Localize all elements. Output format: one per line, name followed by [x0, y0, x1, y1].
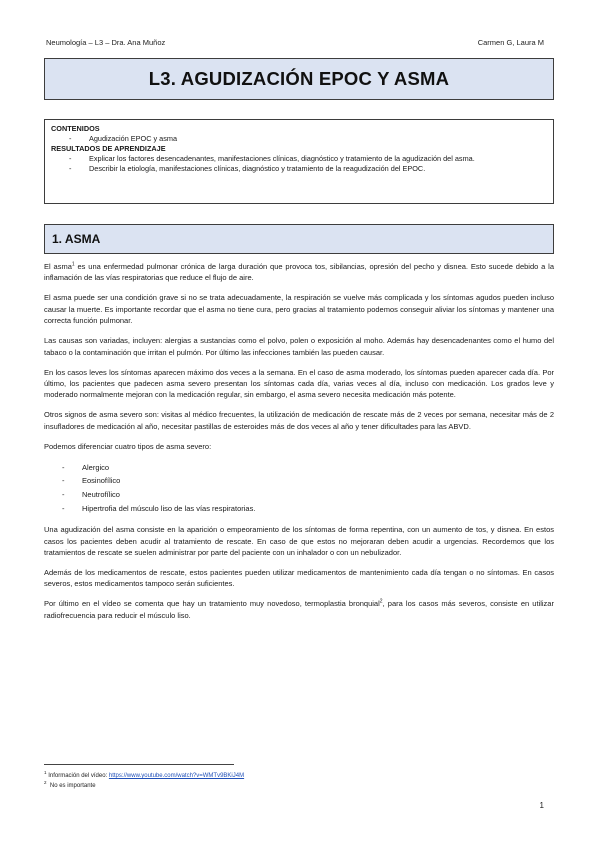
document-title: L3. AGUDIZACIÓN EPOC Y ASMA: [44, 58, 554, 100]
paragraph-text: , para los casos más severos, consiste en utilizar radiofrecuencia para reducir el músculo liso.: [44, 599, 554, 620]
paragraph: [44, 261, 554, 284]
body-text: [44, 261, 554, 630]
list-item: - Neutrofílico: [44, 488, 554, 502]
header-authors: Carmen G, Laura M: [477, 38, 544, 47]
contents-heading: CONTENIDOS: [51, 124, 100, 133]
video-link[interactable]: https://www.youtube.com/watch?v=WMTv9BKiJ4M: [108, 773, 245, 779]
paragraph: El asma puede ser una condición grave si no se trata adecuadamente, la respiración se vuelve más complicada y los síntomas agudos pueden incluso causar la muerte. Es importante recordar que el asma no tiene cura, pero gracias al tratamiento podemos conseguir aliviar los síntomas y mantener una correcta función pulmonar.: [44, 293, 554, 326]
outcomes-list: [51, 154, 547, 174]
paragraph-text: El asma: [44, 262, 72, 271]
paragraph: Otros signos de asma severo son: visitas al médico frecuentes, la utilización de medicación de rescate más de 2 veces por semana, necesitar más de 2 insufladores de medicación al año, necesitar pastillas de esteroides más de dos veces al año y tener dificultades para las ABVD.: [44, 410, 554, 431]
paragraph-text: Por último en el vídeo se comenta que hay un tratamiento muy novedoso, termoplastia bronquial: [44, 599, 380, 609]
footnote-2: [44, 781, 244, 791]
footnotes: [44, 771, 244, 791]
footnote-text: Información del vídeo:: [48, 773, 109, 779]
paragraph: En los casos leves los síntomas aparecen máximo dos veces a la semana. En el caso de asma moderado, los síntomas pueden aparecer cada día. Por último, los pacientes que padecen asma severo presentan los síntomas cada día, varias veces al día, incluso con medicación. Los grados leve y moderado normalmente mejoran con la medicación regular, sin embargo, el asma severo necesita medicación más potente.: [44, 367, 554, 400]
paragraph: Las causas son variadas, incluyen: alergias a sustancias como el polvo, polen o exposición al moho. Además hay desencadenantes como el humo del tabaco o la contaminación que irritan el pulmón. Por último las infecciones también las pueden causar.: [44, 336, 554, 357]
paragraph-text: es una enfermedad pulmonar crónica de larga duración que provoca tos, sibilancias, opresión del pecho y disnea. Esto sucede debido a la inflamación de las vías respiratorias que reduce el flujo de aire.: [44, 262, 555, 283]
contents-item: - Agudización EPOC y asma: [51, 134, 547, 144]
footnote-number: 1: [44, 770, 47, 775]
contents-list: [51, 134, 547, 144]
paragraph: Una agudización del asma consiste en la aparición o empeoramiento de los síntomas de forma repentina, con un aumento de tos, y disnea. En estos casos los pacientes deben acudir al tratamiento de rescate. En caso de que estos no mejoraran deben acudir a urgencias. Recordemos que los tratamientos de rescate se suelen administrar por parte del paciente con un inhalador o con un nebulizador.: [44, 525, 554, 558]
outcomes-heading: RESULTADOS DE APRENDIZAJE: [51, 144, 166, 153]
paragraph: Podemos diferenciar cuatro tipos de asma severo:: [44, 441, 212, 451]
list-item: - Alergico: [44, 461, 554, 475]
section-heading: 1. ASMA: [44, 224, 554, 254]
paragraph: Además de los medicamentos de rescate, estos pacientes pueden utilizar medicamentos de mantenimiento cada día tengan o no síntomas. En casos severos, estos medicamentos tampoco serán suficientes.: [44, 568, 554, 589]
footnote-divider: [44, 764, 234, 765]
header-course: Neumología – L3 – Dra. Ana Muñoz: [46, 38, 166, 47]
list-item: - Hipertrofia del músculo liso de las vías respiratorias.: [44, 502, 554, 516]
footnote-ref[interactable]: 2: [379, 598, 383, 605]
outcome-item: - Explicar los factores desencadenantes, manifestaciones clínicas, diagnóstico y tratamiento de la agudización del asma.: [51, 154, 547, 164]
contents-box: [44, 119, 554, 204]
footnote-ref[interactable]: 1: [71, 261, 75, 268]
footnote-text: No es importante: [49, 783, 96, 789]
paragraph: [44, 598, 554, 621]
footnote-number: 2: [44, 780, 47, 785]
outcome-item: - Describir la etiología, manifestaciones clínicas, diagnóstico y tratamiento de la reagudización del EPOC.: [51, 164, 547, 174]
asthma-types-list: [44, 461, 554, 515]
page-number: 1: [539, 801, 544, 810]
footnote-1: [44, 771, 244, 781]
list-item: - Eosinofílico: [44, 474, 554, 488]
